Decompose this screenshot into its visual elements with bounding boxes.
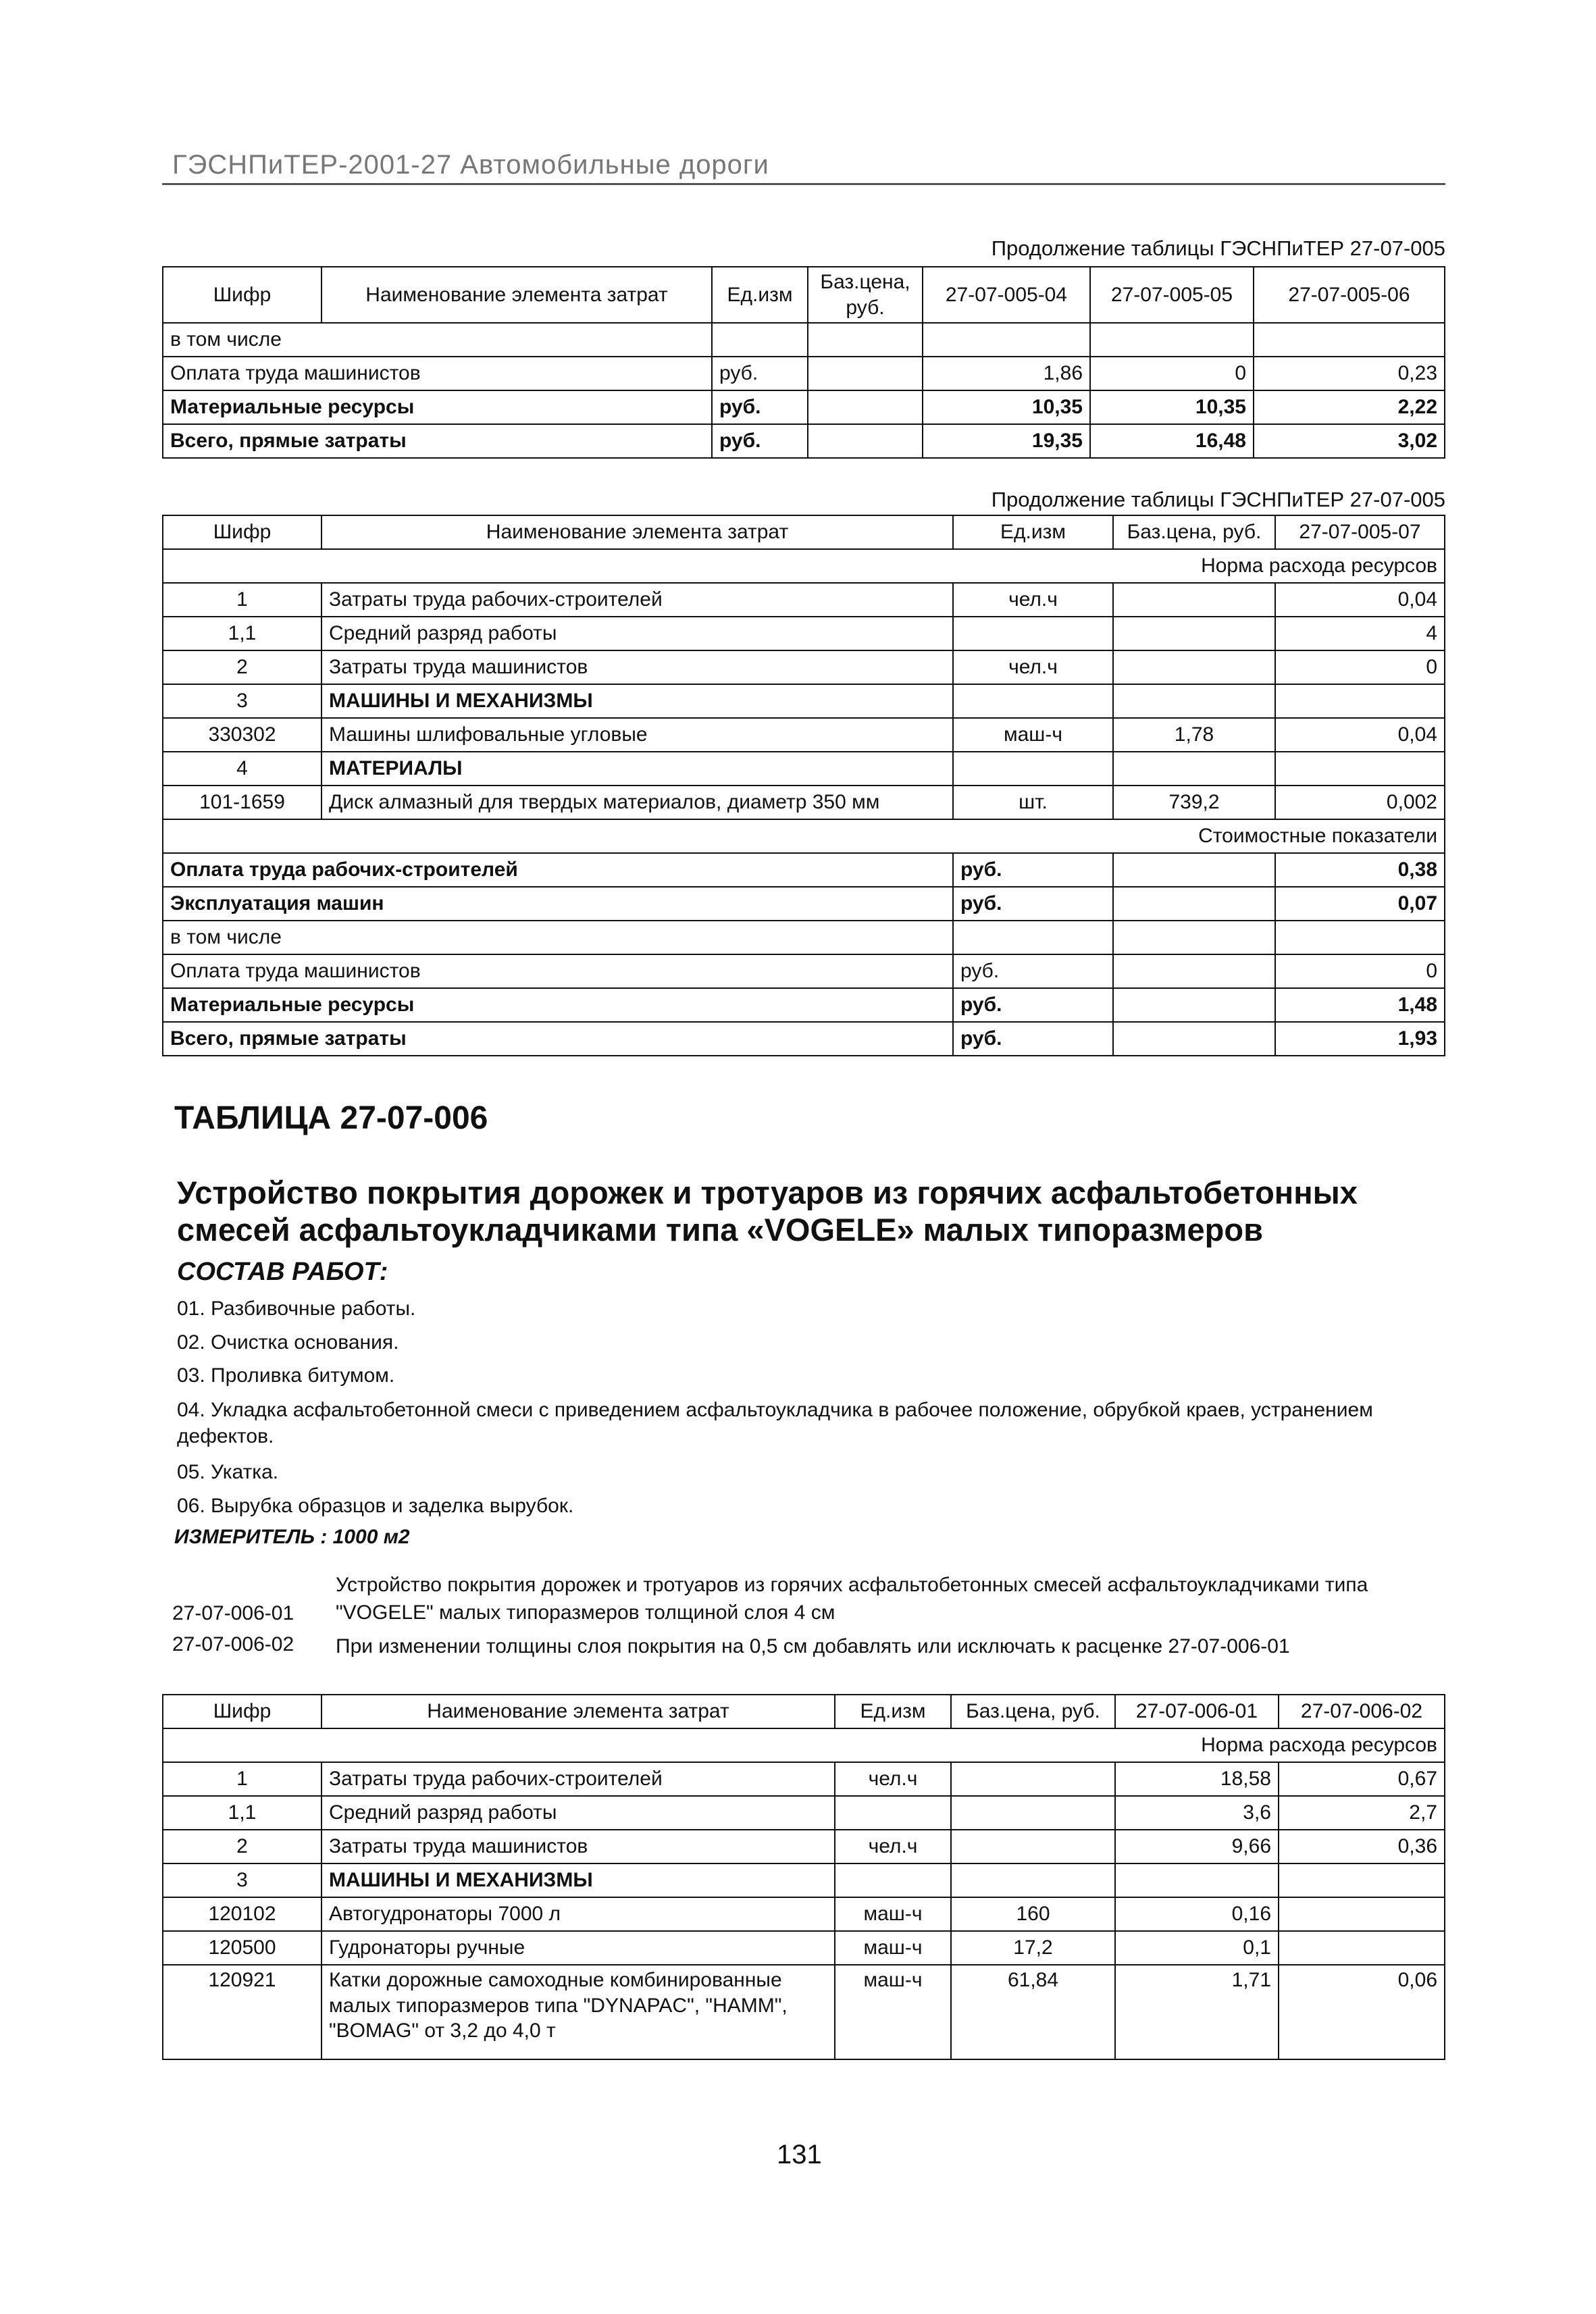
row-price	[808, 424, 923, 458]
cost-row	[163, 887, 1445, 921]
row-unit: маш-ч	[835, 1931, 951, 1965]
row-value-2: 10,35	[1090, 390, 1254, 424]
row-name: Затраты труда рабочих-строителей	[321, 1762, 835, 1796]
measure-unit: ИЗМЕРИТЕЛЬ : 1000 м2	[174, 1526, 410, 1548]
cost-price	[1113, 988, 1275, 1022]
row-name: Диск алмазный для твердых материалов, диаметр 350 мм	[321, 786, 953, 819]
table1-header-col1: 27-07-005-04	[923, 267, 1090, 323]
row-value-2: 0,36	[1279, 1830, 1445, 1863]
cost-price	[1113, 921, 1275, 954]
row-unit: маш-ч	[835, 1965, 951, 2059]
row-value-1: 1,86	[923, 357, 1090, 390]
table3-header-unit: Ед.изм	[835, 1695, 951, 1728]
table2-header-unit: Ед.изм	[953, 515, 1113, 549]
row-value: 4	[1275, 617, 1445, 650]
row-price	[808, 323, 923, 357]
row-price	[1113, 650, 1275, 684]
row-value-2	[1090, 323, 1254, 357]
cost-unit: руб.	[953, 1022, 1113, 1056]
row-value-2	[1279, 1897, 1445, 1931]
row-name: Машины шлифовальные угловые	[321, 718, 953, 752]
row-value-2: 0,06	[1279, 1965, 1445, 2059]
table1-caption: Продолжение таблицы ГЭСНПиТЕР 27-07-005	[991, 236, 1445, 260]
row-value-3: 2,22	[1254, 390, 1445, 424]
row-code: 1,1	[163, 617, 321, 650]
row-value	[1275, 752, 1445, 786]
row-code: 1	[163, 1762, 321, 1796]
cost-price	[1113, 853, 1275, 887]
row-price	[951, 1796, 1115, 1830]
row-price	[951, 1762, 1115, 1796]
table-subtitle: Устройство покрытия дорожек и тротуаров из горячих асфальтобетонных смесей асфальтоукладчиками типа «VOGELE» малых типоразмеров	[177, 1175, 1358, 1248]
row-value-1: 0,1	[1115, 1931, 1279, 1965]
row-code: 2	[163, 1830, 321, 1863]
row-unit	[953, 752, 1113, 786]
table3-header-price: Баз.цена, руб.	[951, 1695, 1115, 1728]
row-unit	[835, 1863, 951, 1897]
row-unit: маш-ч	[835, 1897, 951, 1931]
table3-header-col1: 27-07-006-01	[1115, 1695, 1279, 1728]
cost-value: 0	[1275, 954, 1445, 988]
cost-unit: руб.	[953, 954, 1113, 988]
table-row	[163, 650, 1445, 684]
row-value: 0	[1275, 650, 1445, 684]
row-value: 0,002	[1275, 786, 1445, 819]
table-row	[163, 1762, 1445, 1796]
row-value-3: 0,23	[1254, 357, 1445, 390]
table1-header-unit: Ед.изм	[712, 267, 808, 323]
row-price	[808, 390, 923, 424]
row-code: 120921	[163, 1965, 321, 2059]
row-code: 101-1659	[163, 786, 321, 819]
work-step: 03. Проливка битумом.	[177, 1364, 395, 1387]
row-unit	[712, 323, 808, 357]
cost-name: Эксплуатация машин	[163, 887, 953, 921]
table2-header-col1: 27-07-005-07	[1275, 515, 1445, 549]
table1-header-price: Баз.цена, руб.	[808, 267, 923, 323]
cost-value	[1275, 921, 1445, 954]
row-value-2: 0,67	[1279, 1762, 1445, 1796]
row-value-2: 2,7	[1279, 1796, 1445, 1830]
table2-header-name: Наименование элемента затрат	[321, 515, 953, 549]
running-header: ГЭСНПиТЕР-2001-27 Автомобильные дороги	[172, 150, 769, 180]
row-name: МАТЕРИАЛЫ	[321, 752, 953, 786]
row-name: Затраты труда рабочих-строителей	[321, 583, 953, 617]
price-description: При изменении толщины слоя покрытия на 0,5 см добавлять или исключать к расценке 27-07-006-01	[336, 1635, 1290, 1657]
table2-header-row	[163, 515, 1445, 549]
cost-value: 1,48	[1275, 988, 1445, 1022]
cost-name: в том числе	[163, 921, 953, 954]
cost-unit: руб.	[953, 853, 1113, 887]
cost-price	[1113, 1022, 1275, 1056]
row-unit	[953, 617, 1113, 650]
row-price	[951, 1830, 1115, 1863]
table3-header-code: Шифр	[163, 1695, 321, 1728]
table-row	[163, 583, 1445, 617]
row-code: 4	[163, 752, 321, 786]
row-code: 120500	[163, 1931, 321, 1965]
cost-value: 1,93	[1275, 1022, 1445, 1056]
table-row	[163, 617, 1445, 650]
row-unit: руб.	[712, 390, 808, 424]
row-name: Материальные ресурсы	[163, 390, 712, 424]
cost-name: Материальные ресурсы	[163, 988, 953, 1022]
cost-name: Оплата труда машинистов	[163, 954, 953, 988]
row-name: Средний разряд работы	[321, 617, 953, 650]
row-unit: руб.	[712, 357, 808, 390]
page-number: 131	[777, 2140, 822, 2169]
row-unit: руб.	[712, 424, 808, 458]
table-row	[163, 1897, 1445, 1931]
row-name: в том числе	[163, 323, 712, 357]
table-row	[163, 752, 1445, 786]
row-name: Гудронаторы ручные	[321, 1931, 835, 1965]
row-price: 17,2	[951, 1931, 1115, 1965]
cost-unit	[953, 921, 1113, 954]
table1-header-col3: 27-07-005-06	[1254, 267, 1445, 323]
table2-header-code: Шифр	[163, 515, 321, 549]
table3-header-col2: 27-07-006-02	[1279, 1695, 1445, 1728]
row-name: Автогудронаторы 7000 л	[321, 1897, 835, 1931]
table-row	[163, 1931, 1445, 1965]
table-row	[163, 1863, 1445, 1897]
cost-label: Стоимостные показатели	[163, 819, 1445, 853]
row-code: 1	[163, 583, 321, 617]
row-price: 1,78	[1113, 718, 1275, 752]
table2	[162, 515, 1445, 1056]
row-price	[808, 357, 923, 390]
row-unit: чел.ч	[953, 583, 1113, 617]
row-value-2: 0	[1090, 357, 1254, 390]
row-price	[1113, 617, 1275, 650]
row-unit	[953, 684, 1113, 718]
cost-price	[1113, 954, 1275, 988]
cost-unit: руб.	[953, 887, 1113, 921]
row-value-1: 0,16	[1115, 1897, 1279, 1931]
row-value-2	[1279, 1863, 1445, 1897]
row-unit: маш-ч	[953, 718, 1113, 752]
row-unit	[835, 1796, 951, 1830]
row-name: Оплата труда машинистов	[163, 357, 712, 390]
row-value	[1275, 684, 1445, 718]
work-step: 02. Очистка основания.	[177, 1331, 399, 1354]
row-name: Средний разряд работы	[321, 1796, 835, 1830]
table-row	[163, 1830, 1445, 1863]
table-row	[163, 786, 1445, 819]
row-value-1: 3,6	[1115, 1796, 1279, 1830]
row-value-1	[1115, 1863, 1279, 1897]
cost-unit: руб.	[953, 988, 1113, 1022]
cost-label-row	[163, 819, 1445, 853]
row-value-1: 19,35	[923, 424, 1090, 458]
row-name: Затраты труда машинистов	[321, 1830, 835, 1863]
work-step: 06. Вырубка образцов и заделка вырубок.	[177, 1495, 574, 1517]
table1-header-code: Шифр	[163, 267, 321, 323]
cost-price	[1113, 887, 1275, 921]
row-code: 330302	[163, 718, 321, 752]
row-name: Катки дорожные самоходные комбинированные малых типоразмеров типа "DYNAPAC", "HAMM", "BOMAG" от 3,2 до 4,0 т	[321, 1965, 835, 2059]
header-rule	[162, 183, 1445, 185]
cost-row	[163, 1022, 1445, 1056]
row-name: МАШИНЫ И МЕХАНИЗМЫ	[321, 684, 953, 718]
row-value-1: 1,71	[1115, 1965, 1279, 2059]
work-step: 04. Укладка асфальтобетонной смеси с приведением асфальтоукладчика в рабочее положение, обрубкой краев, устранением дефектов.	[177, 1399, 1373, 1447]
row-price	[1113, 684, 1275, 718]
row-value-2: 16,48	[1090, 424, 1254, 458]
norm-row	[163, 1728, 1445, 1762]
cost-name: Всего, прямые затраты	[163, 1022, 953, 1056]
table-row	[163, 1796, 1445, 1830]
table-row	[163, 357, 1445, 390]
row-value-1: 10,35	[923, 390, 1090, 424]
row-value-3: 3,02	[1254, 424, 1445, 458]
table3-header-name: Наименование элемента затрат	[321, 1695, 835, 1728]
table2-header-price: Баз.цена, руб.	[1113, 515, 1275, 549]
cost-value: 0,07	[1275, 887, 1445, 921]
price-code: 27-07-006-02	[172, 1633, 294, 1655]
norm-label: Норма расхода ресурсов	[163, 1728, 1445, 1762]
table1-header-col2: 27-07-005-05	[1090, 267, 1254, 323]
row-value: 0,04	[1275, 583, 1445, 617]
table-row	[163, 1965, 1445, 2059]
row-value-2	[1279, 1931, 1445, 1965]
row-price	[951, 1863, 1115, 1897]
row-unit: чел.ч	[953, 650, 1113, 684]
norm-label: Норма расхода ресурсов	[163, 549, 1445, 583]
cost-name: Оплата труда рабочих-строителей	[163, 853, 953, 887]
table3-header-row	[163, 1695, 1445, 1728]
row-price: 739,2	[1113, 786, 1275, 819]
row-value-3	[1254, 323, 1445, 357]
cost-row	[163, 988, 1445, 1022]
table-row	[163, 323, 1445, 357]
row-value-1: 18,58	[1115, 1762, 1279, 1796]
cost-row	[163, 921, 1445, 954]
row-value: 0,04	[1275, 718, 1445, 752]
table-row	[163, 684, 1445, 718]
table-row	[163, 718, 1445, 752]
table1-header-name: Наименование элемента затрат	[321, 267, 712, 323]
row-name: МАШИНЫ И МЕХАНИЗМЫ	[321, 1863, 835, 1897]
row-price	[1113, 583, 1275, 617]
row-unit: шт.	[953, 786, 1113, 819]
row-code: 1,1	[163, 1796, 321, 1830]
row-code: 2	[163, 650, 321, 684]
table2-caption: Продолжение таблицы ГЭСНПиТЕР 27-07-005	[991, 488, 1445, 511]
row-name: Затраты труда машинистов	[321, 650, 953, 684]
norm-row	[163, 549, 1445, 583]
row-value-1: 9,66	[1115, 1830, 1279, 1863]
work-step: 05. Укатка.	[177, 1461, 279, 1483]
row-code: 3	[163, 1863, 321, 1897]
row-name: Всего, прямые затраты	[163, 424, 712, 458]
table-title: ТАБЛИЦА 27-07-006	[174, 1100, 488, 1136]
row-code: 120102	[163, 1897, 321, 1931]
table1	[162, 266, 1445, 459]
table-row	[163, 390, 1445, 424]
row-price: 160	[951, 1897, 1115, 1931]
row-price	[1113, 752, 1275, 786]
row-price: 61,84	[951, 1965, 1115, 2059]
table3	[162, 1694, 1445, 2060]
price-description: Устройство покрытия дорожек и тротуаров из горячих асфальтобетонных смесей асфальтоукладчиками типа "VOGELE" малых типоразмеров толщиной слоя 4 см	[336, 1574, 1368, 1624]
table1-header-row	[163, 267, 1445, 323]
price-code: 27-07-006-01	[172, 1602, 294, 1624]
cost-row	[163, 853, 1445, 887]
row-unit: чел.ч	[835, 1762, 951, 1796]
cost-value: 0,38	[1275, 853, 1445, 887]
cost-row	[163, 954, 1445, 988]
row-value-1	[923, 323, 1090, 357]
row-unit: чел.ч	[835, 1830, 951, 1863]
work-step: 01. Разбивочные работы.	[177, 1297, 416, 1320]
work-composition-heading: СОСТАВ РАБОТ:	[177, 1258, 388, 1286]
row-code: 3	[163, 684, 321, 718]
table-row	[163, 424, 1445, 458]
